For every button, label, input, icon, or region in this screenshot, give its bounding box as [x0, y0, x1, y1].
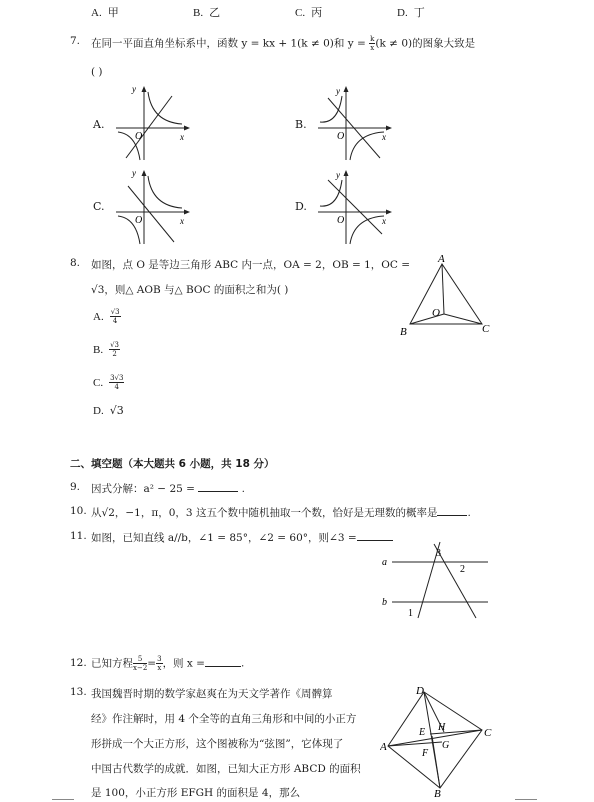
q7-a-origin: O	[135, 131, 143, 142]
q8-option-d: D. √3	[93, 404, 124, 417]
q8-number: 8.	[70, 257, 81, 269]
q11-label-2: 2	[460, 564, 465, 575]
q7-number: 7.	[70, 35, 81, 47]
q8-option-a: A. $\frac{√3}{4}$	[93, 308, 120, 325]
q13-line-1: 我国魏晋时期的数学家赵爽在为天文学著作《周髀算	[91, 688, 333, 700]
q11-label-a: a	[382, 557, 387, 568]
q8-option-b: B. $\frac{√3}{2}$	[93, 341, 120, 358]
q13-line-2: 经》作注解时，用 4 个全等的直角三角形和中间的小正方	[91, 713, 357, 725]
q10-number: 10.	[70, 505, 87, 517]
q7-option-c-label: C.	[93, 200, 105, 213]
q13-label-c: C	[484, 727, 492, 739]
q8-label-a: A	[438, 254, 445, 265]
q7-graph-a	[112, 82, 194, 162]
q6-option-a: A. 甲	[91, 6, 119, 19]
q13-label-e: E	[419, 727, 426, 738]
q8-stem-line2: √3，则△ AOB 与△ BOC 的面积之和为( )	[91, 284, 289, 296]
q6-option-d: D. 丁	[397, 6, 425, 19]
q8-option-c: C. $\frac{3√3}{4}$	[93, 374, 124, 391]
q7-graph-b	[314, 82, 396, 162]
q7-b-axis-y: y	[336, 86, 340, 96]
q11-label-1: 1	[408, 608, 413, 619]
q7-paren: ( )	[91, 66, 103, 78]
q8-label-c: C	[482, 323, 490, 335]
q13-label-h: H	[438, 722, 446, 733]
q7-option-d-label: D.	[295, 200, 307, 213]
q7-d-axis-y: y	[336, 170, 340, 180]
q7-b-axis-x: x	[382, 132, 386, 142]
q8-label-o: O	[432, 307, 440, 319]
q7-c-axis-x: x	[180, 216, 184, 226]
q12-text: 已知方程 $\frac{5}{x-2}$ = $\frac{3}{x}$ ，则 x = .	[91, 655, 245, 672]
q12-number: 12.	[70, 657, 87, 669]
q7-b-origin: O	[337, 131, 345, 142]
q13-line-5: 是 100，小正方形 EFGH 的面积是 4，那么	[91, 787, 301, 799]
q7-option-b-label: B.	[295, 118, 307, 131]
q13-line-3: 形拼成一个大正方形，这个图被称为“弦图”，它体现了	[91, 738, 344, 750]
q11-parallel-lines-figure	[378, 538, 494, 622]
q7-option-a-label: A.	[93, 118, 105, 131]
q10-answer-blank[interactable]	[437, 515, 467, 516]
q8-stem-line1: 如图，点 O 是等边三角形 ABC 内一点，OA = 2，OB = 1，OC =	[91, 259, 411, 271]
q9-answer-blank[interactable]	[198, 491, 238, 492]
q7-a-axis-y: y	[132, 84, 136, 94]
q7-c-origin: O	[135, 215, 143, 226]
q7-graph-d	[314, 166, 396, 246]
footer-rule-left	[52, 799, 74, 800]
q7-stem: 在同一平面直角坐标系中，函数 y = kx + 1(k ≠ 0)和 y = $\frac{k}{x}$ (k ≠ 0)的图象大致是	[91, 35, 476, 52]
q13-number: 13.	[70, 686, 87, 698]
q9-number: 9.	[70, 481, 81, 493]
q13-label-g: G	[442, 740, 450, 751]
q13-label-b: B	[434, 788, 441, 798]
q11-text: 如图，已知直线 a//b，∠1 = 85°，∠2 = 60°，则∠3 =	[91, 530, 393, 545]
q12-answer-blank[interactable]	[205, 666, 241, 667]
q6-option-b: B. 乙	[193, 6, 221, 19]
q8-label-b: B	[400, 326, 407, 338]
q6-option-c: C. 丙	[295, 6, 323, 19]
q13-line-4: 中国古代数学的成就．如图，已知大正方形 ABCD 的面积	[91, 763, 361, 775]
q8-triangle-figure	[396, 254, 496, 338]
q7-graph-c	[112, 166, 194, 246]
q10-text: 从√2，−1，π，0，3 这五个数中随机抽取一个数，恰好是无理数的概率是 .	[91, 507, 471, 519]
q13-string-figure	[380, 684, 496, 798]
section-2-title: 二、填空题（本大题共 6 小题，共 18 分）	[70, 458, 275, 470]
q7-a-axis-x: x	[180, 132, 184, 142]
q7-d-origin: O	[337, 215, 345, 226]
q13-label-d: D	[416, 685, 424, 697]
q11-label-3: 3	[436, 548, 441, 559]
q7-c-axis-y: y	[132, 168, 136, 178]
q9-text: 因式分解：a² − 25 = .	[91, 483, 245, 495]
q11-number: 11.	[70, 530, 87, 542]
q7-d-axis-x: x	[382, 216, 386, 226]
q13-label-f: F	[422, 748, 429, 759]
q13-label-a: A	[380, 741, 387, 753]
footer-rule-right	[515, 799, 537, 800]
q11-label-b: b	[382, 597, 387, 608]
